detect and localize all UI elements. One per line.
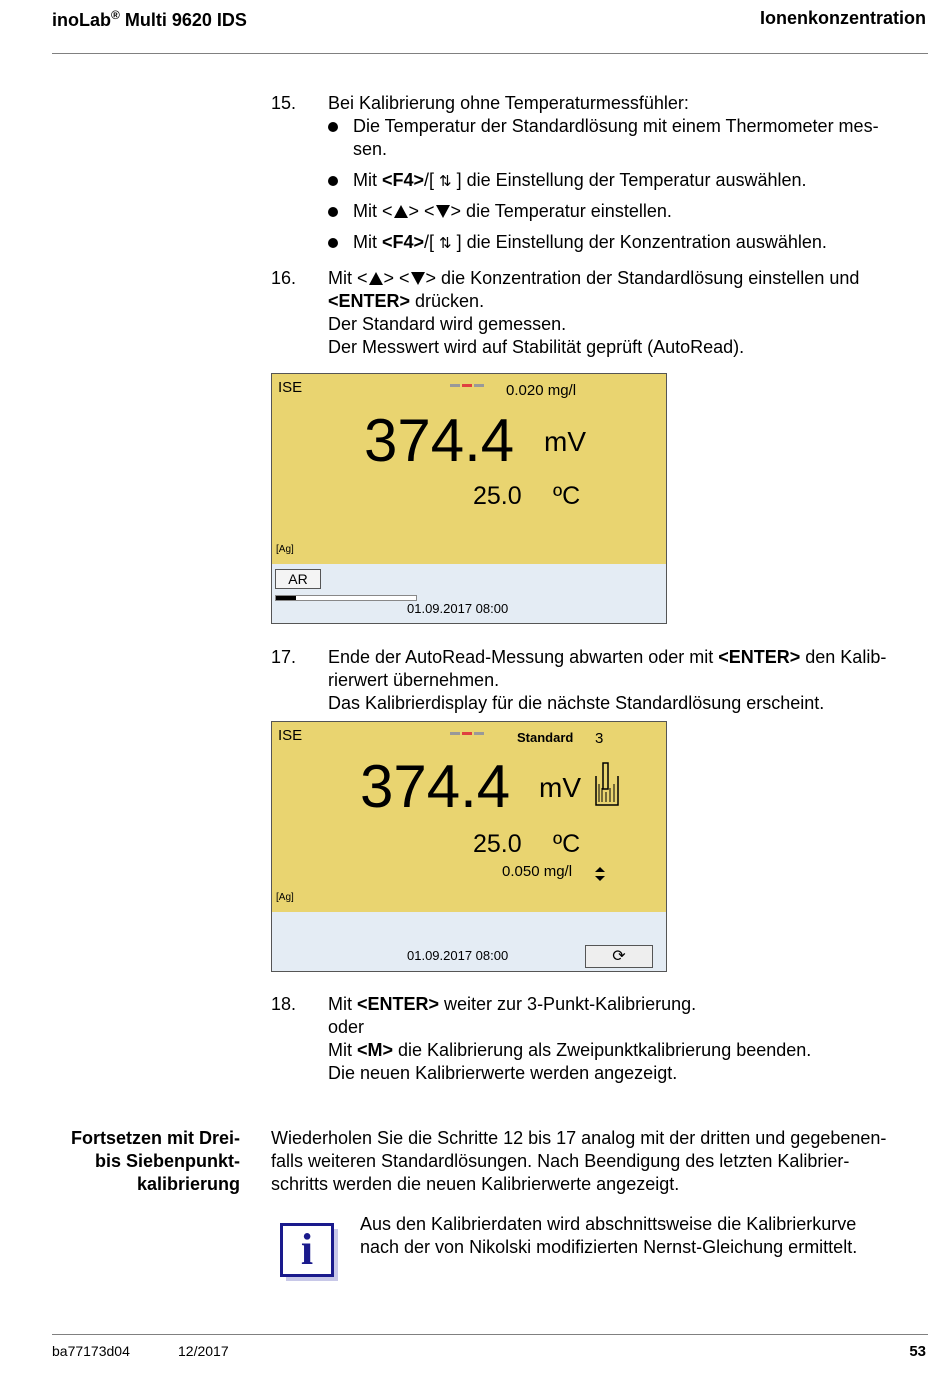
- footer-rule: [52, 1334, 928, 1335]
- display-value: 374.4: [360, 753, 511, 820]
- up-down-arrows-icon: ⇅: [439, 173, 452, 190]
- autoread-badge: AR: [275, 569, 321, 589]
- up-arrow-icon: [369, 272, 383, 285]
- footer-doc-id: ba77173d04: [52, 1343, 130, 1359]
- meter-display-autoread: [271, 373, 667, 624]
- down-arrow-icon: [411, 272, 425, 285]
- display-concentration: 0.050 mg/l: [502, 863, 573, 880]
- registered-mark: ®: [111, 8, 120, 22]
- up-arrow-icon: [394, 205, 408, 218]
- autoread-progress-bar: [275, 595, 417, 601]
- display-standard-number: 3: [595, 730, 604, 747]
- display-mode: ISE: [278, 379, 303, 396]
- display-unit: mV: [544, 426, 586, 457]
- status-dashes: [450, 722, 486, 725]
- refresh-icon: ⟳: [612, 948, 626, 965]
- step-16-number: 16.: [271, 268, 297, 288]
- header-product: inoLab® Multi 9620 IDS: [52, 8, 247, 30]
- down-arrow-icon: [436, 205, 450, 218]
- step-18-body: Mit <ENTER> weiter zur 3-Punkt-Kalibrierung. oder Mit <M> die Kalibrierung als Zweipunktkalibrierung beenden. Die neuen Kalibrierwerte werden angezeigt.: [328, 994, 812, 1083]
- display-temp-unit: ºC: [553, 482, 581, 510]
- info-icon: i: [280, 1223, 338, 1281]
- header-section: Ionenkonzentration: [760, 8, 926, 28]
- step-17-body: Ende der AutoRead-Messung abwarten oder mit <ENTER> den Kalib- rierwert übernehmen. Das Kalibrierdisplay für die nächste Standardlösung erscheint.: [328, 647, 887, 713]
- display-datetime: 01.09.2017 08:00: [407, 601, 509, 616]
- bullet-icon: [328, 207, 338, 217]
- display-datetime: 01.09.2017 08:00: [407, 948, 509, 963]
- display-concentration: 0.020 mg/l: [506, 382, 577, 399]
- up-down-arrows-icon: ⇅: [439, 235, 452, 252]
- step-16-body: Mit < > < > die Konzentration der Standardlösung einstellen und <ENTER> drücken. Der Standard wird gemessen. Der Messwert wird auf Stabilität geprüft (AutoRead).: [328, 268, 860, 357]
- footer-page-number: 53: [909, 1343, 926, 1360]
- bullet-icon: [328, 238, 338, 248]
- display-temperature: 25.0: [473, 482, 522, 510]
- display-temp-unit: ºC: [553, 830, 581, 858]
- meter-display-calibration: [271, 721, 667, 972]
- step-17-number: 17.: [271, 647, 297, 667]
- header-rule: [52, 53, 928, 54]
- beaker-electrode-icon: [594, 762, 620, 807]
- display-lower-panel: [272, 912, 666, 971]
- bullet-icon: [328, 176, 338, 186]
- continue-heading: Fortsetzen mit Drei- bis Siebenpunkt- kalibrierung: [70, 1128, 240, 1194]
- display-ion: [Ag]: [276, 544, 294, 555]
- info-text: Aus den Kalibrierdaten wird abschnittsweise die Kalibrierkurve nach der von Nikolski modifizierten Nernst-Gleichung ermittelt.: [360, 1214, 858, 1257]
- up-down-selector-icon: [594, 866, 606, 882]
- step-15-number: 15.: [271, 93, 297, 113]
- autoread-progress-fill: [276, 596, 296, 600]
- step-18-number: 18.: [271, 994, 297, 1014]
- display-unit: mV: [539, 772, 581, 803]
- softkey-recalibrate[interactable]: [585, 945, 653, 968]
- step-15-intro: Bei Kalibrierung ohne Temperaturmessfühler:: [328, 93, 689, 113]
- display-ion: [Ag]: [276, 892, 294, 903]
- display-standard-label: Standard: [517, 730, 574, 745]
- status-dashes: [450, 374, 486, 377]
- display-value: 374.4: [364, 407, 515, 474]
- display-lower-panel: [272, 564, 666, 623]
- continue-paragraph: Wiederholen Sie die Schritte 12 bis 17 analog mit der dritten und gegebenen- falls weiteren Standardlösungen. Nach Beendigung des letzten Kalibrier- schritts werden die neuen Kalibrierwerte angezeigt.: [271, 1128, 887, 1194]
- display-temperature: 25.0: [473, 830, 522, 858]
- footer-date: 12/2017: [178, 1343, 229, 1359]
- display-mode: ISE: [278, 727, 303, 744]
- bullet-icon: [328, 122, 338, 132]
